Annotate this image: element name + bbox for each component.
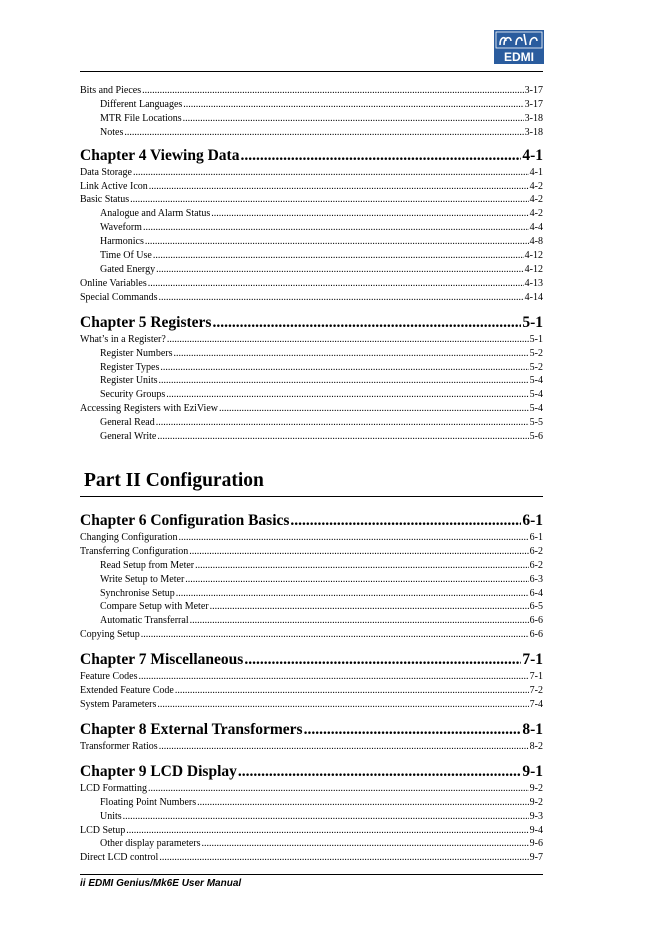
toc-section[interactable] (80, 824, 543, 838)
dot-leader (174, 347, 529, 361)
dot-leader (190, 614, 529, 628)
toc-entry-title: Floating Point Numbers (100, 796, 197, 808)
toc-page-number: 4-2 (529, 194, 543, 206)
toc-entry-title: Chapter 4 Viewing Data (80, 146, 240, 164)
toc-entry-title: Online Variables (80, 277, 147, 289)
toc-page-number: 6-3 (529, 573, 543, 585)
dot-leader (240, 146, 521, 166)
toc-page-number: 8-1 (522, 720, 543, 738)
toc-entry-title: Waveform (100, 222, 142, 234)
toc-subsection[interactable] (80, 235, 543, 249)
toc-entry-title: LCD Setup (80, 824, 126, 836)
toc-page-number: 5-1 (522, 313, 543, 331)
toc-page-number: 9-2 (529, 796, 543, 808)
header-rule (80, 71, 543, 72)
dot-leader (202, 837, 529, 851)
toc-chapter[interactable] (80, 650, 543, 670)
toc-section[interactable] (80, 402, 543, 416)
dot-leader (179, 531, 529, 545)
toc-subsection[interactable] (80, 559, 543, 573)
toc-entry-title: General Write (100, 431, 157, 443)
dot-leader (143, 221, 529, 235)
toc-section[interactable] (80, 851, 543, 865)
toc-page-number: 5-4 (529, 375, 543, 387)
toc-page-number: 6-1 (529, 531, 543, 543)
toc-entry-title: Time Of Use (100, 250, 152, 262)
dot-leader (244, 650, 521, 670)
toc-subsection[interactable] (80, 361, 543, 375)
toc-page-number: 3-17 (524, 85, 543, 96)
toc-subsection[interactable] (80, 263, 543, 277)
dot-leader (210, 600, 529, 614)
dot-leader (142, 84, 524, 98)
toc-subsection[interactable] (80, 249, 543, 263)
toc-page-number: 4-14 (524, 291, 543, 303)
toc-subsection[interactable] (80, 126, 543, 140)
toc-subsection[interactable] (80, 614, 543, 628)
toc-section[interactable] (80, 782, 543, 796)
toc-entry-title: Chapter 7 Miscellaneous (80, 651, 244, 669)
toc-entry-title: MTR File Locations (100, 112, 182, 124)
toc-entry-title: Security Groups (100, 389, 166, 401)
dot-leader (159, 740, 529, 754)
toc-entry-title: Register Types (100, 361, 160, 373)
toc-subsection[interactable] (80, 837, 543, 851)
toc-entry-title: LCD Formatting (80, 782, 147, 794)
toc-page-number: 4-8 (529, 236, 543, 248)
toc-page-number: 9-3 (529, 810, 543, 822)
logo-text: EDMI (504, 50, 534, 64)
toc-subsection[interactable] (80, 221, 543, 235)
toc-entry-title: System Parameters (80, 699, 157, 710)
toc-entry-title: Special Commands (80, 291, 158, 303)
toc-section[interactable] (80, 545, 543, 559)
toc-entry-title: Chapter 8 External Transformers (80, 720, 303, 738)
dot-leader (153, 249, 524, 263)
dot-leader (130, 193, 528, 207)
dot-leader (167, 333, 529, 347)
toc-page-number: 5-1 (529, 333, 543, 345)
toc-entry-title: Chapter 9 LCD Display (80, 762, 237, 780)
toc-page-number: 9-2 (529, 782, 543, 794)
dot-leader (166, 388, 528, 402)
toc-page-number: 7-1 (522, 651, 543, 669)
dot-leader (212, 313, 521, 333)
toc-page-number: 4-13 (524, 277, 543, 289)
dot-leader (211, 207, 528, 221)
dot-leader (175, 684, 529, 698)
toc-section[interactable] (80, 740, 543, 754)
toc-subsection[interactable] (80, 430, 543, 444)
toc-entry-title: Bits and Pieces (80, 85, 142, 96)
dot-leader (141, 628, 529, 642)
toc-entry-title: Other display parameters (100, 838, 201, 850)
toc-subsection[interactable] (80, 416, 543, 430)
toc-page-number: 5-5 (529, 417, 543, 429)
toc-entry-title: Chapter 6 Configuration Basics (80, 511, 290, 529)
toc-entry-title: Accessing Registers with EziView (80, 403, 218, 415)
toc-subsection[interactable] (80, 347, 543, 361)
part-heading: Part II Configuration (80, 468, 543, 497)
dot-leader (189, 545, 528, 559)
dot-leader (157, 698, 528, 712)
toc-page-number: 6-1 (522, 511, 543, 529)
dot-leader (195, 559, 529, 573)
toc-section[interactable] (80, 277, 543, 291)
dot-leader (123, 810, 529, 824)
dot-leader (176, 587, 529, 601)
dot-leader (290, 511, 521, 531)
toc-section[interactable] (80, 180, 543, 194)
toc-page-number: 3-17 (524, 98, 543, 110)
toc-page-number: 5-4 (529, 389, 543, 401)
toc-page-number: 7-4 (529, 699, 543, 710)
toc-entry-title: Automatic Transferral (100, 615, 189, 627)
toc-entry-title: Link Active Icon (80, 180, 148, 192)
dot-leader (133, 166, 529, 180)
dot-leader (156, 416, 529, 430)
toc-subsection[interactable] (80, 600, 543, 614)
toc-subsection[interactable] (80, 388, 543, 402)
footer-rule (80, 874, 543, 875)
toc-section[interactable] (80, 531, 543, 545)
toc-section[interactable] (80, 291, 543, 305)
toc-page-number: 6-6 (529, 615, 543, 627)
toc-page-number: 6-6 (529, 629, 543, 641)
toc-chapter[interactable] (80, 720, 543, 740)
toc-page-number: 4-2 (529, 180, 543, 192)
dot-leader (148, 782, 529, 796)
toc-page-number: 9-4 (529, 824, 543, 836)
toc-section[interactable] (80, 166, 543, 180)
toc-page-number: 4-1 (522, 146, 543, 164)
toc-section[interactable] (80, 333, 543, 347)
dot-leader (159, 374, 529, 388)
toc-page-number: 4-2 (529, 208, 543, 220)
toc-chapter[interactable] (80, 511, 543, 531)
toc-page-number: 3-18 (524, 126, 543, 138)
toc-page-number: 7-1 (529, 671, 543, 683)
toc-page-number: 9-1 (522, 762, 543, 780)
toc-entry-title: Changing Configuration (80, 531, 178, 543)
toc-page-number: 4-4 (529, 222, 543, 234)
toc-entry-title: Feature Codes (80, 671, 138, 683)
dot-leader (149, 180, 529, 194)
toc-subsection[interactable] (80, 587, 543, 601)
toc-entry-title: Chapter 5 Registers (80, 313, 212, 331)
toc-entry-title: Synchronise Setup (100, 587, 175, 599)
toc-page-number: 4-12 (524, 263, 543, 275)
toc-subsection[interactable] (80, 112, 543, 126)
dot-leader (159, 851, 528, 865)
dot-leader (160, 361, 528, 375)
toc-subsection[interactable] (80, 796, 543, 810)
toc-subsection[interactable] (80, 207, 543, 221)
toc-subsection[interactable] (80, 573, 543, 587)
toc-entry-title: General Read (100, 417, 155, 429)
dot-leader (139, 670, 529, 684)
toc-section[interactable] (80, 684, 543, 698)
toc-chapter[interactable] (80, 313, 543, 333)
toc-entry-title: Analogue and Alarm Status (100, 208, 211, 220)
toc-entry-title: Extended Feature Code (80, 685, 174, 697)
toc-entry-title: Units (100, 810, 122, 822)
toc-page-number: 9-6 (529, 838, 543, 850)
toc-entry-title: Gated Energy (100, 263, 156, 275)
toc-page-number: 6-2 (529, 545, 543, 557)
toc-page-number: 3-18 (524, 112, 543, 124)
toc-page-number: 5-4 (529, 403, 543, 415)
toc-entry-title: Write Setup to Meter (100, 573, 185, 585)
dot-leader (126, 824, 528, 838)
toc-page-number: 5-2 (529, 361, 543, 373)
toc-page-number: 6-4 (529, 587, 543, 599)
toc-subsection[interactable] (80, 810, 543, 824)
dot-leader (157, 430, 528, 444)
edmi-logo (494, 30, 544, 64)
toc-entry-title: What’s in a Register? (80, 333, 166, 345)
toc-page-number: 5-2 (529, 347, 543, 359)
dot-leader (183, 98, 523, 112)
dot-leader (185, 573, 528, 587)
toc-entry-title: Transformer Ratios (80, 740, 158, 752)
toc-subsection[interactable] (80, 98, 543, 112)
toc-entry-title: Copying Setup (80, 629, 140, 641)
dot-leader (156, 263, 524, 277)
toc-section[interactable] (80, 193, 543, 207)
toc-section[interactable] (80, 670, 543, 684)
dot-leader (219, 402, 529, 416)
toc-entry-title: Read Setup from Meter (100, 559, 195, 571)
dot-leader (145, 235, 529, 249)
toc-entry-title: Compare Setup with Meter (100, 601, 209, 613)
toc-entry-title: Harmonics (100, 236, 144, 248)
toc-section[interactable] (80, 698, 543, 712)
toc-chapter[interactable] (80, 762, 543, 782)
toc-entry-title: Data Storage (80, 166, 132, 178)
toc-page-number: 5-6 (529, 431, 543, 443)
toc-page-number: 9-7 (529, 852, 543, 864)
dot-leader (197, 796, 529, 810)
dot-leader (304, 720, 522, 740)
toc-subsection[interactable] (80, 374, 543, 388)
toc-page-number: 7-2 (529, 685, 543, 697)
dot-leader (159, 291, 524, 305)
toc-section[interactable] (80, 628, 543, 642)
toc-entry-title: Register Units (100, 375, 158, 387)
dot-leader (124, 126, 523, 140)
toc-page-number: 8-2 (529, 740, 543, 752)
toc-entry-title: Notes (100, 126, 124, 138)
toc-chapter[interactable] (80, 146, 543, 166)
dot-leader (148, 277, 524, 291)
toc-entry-title: Direct LCD control (80, 852, 159, 864)
dot-leader (183, 112, 524, 126)
toc-entry-title: Basic Status (80, 194, 130, 206)
toc-entry-title: Different Languages (100, 98, 183, 110)
toc-entry-title: Register Numbers (100, 347, 173, 359)
toc-page-number: 6-2 (529, 559, 543, 571)
table-of-contents (80, 84, 543, 865)
dot-leader (238, 762, 521, 782)
toc-section[interactable] (80, 84, 543, 98)
footer-text: ii EDMI Genius/Mk6E User Manual (80, 878, 242, 889)
toc-page-number: 4-1 (529, 166, 543, 178)
toc-entry-title: Transferring Configuration (80, 545, 189, 557)
toc-page-number: 6-5 (529, 601, 543, 613)
toc-page-number: 4-12 (524, 250, 543, 262)
